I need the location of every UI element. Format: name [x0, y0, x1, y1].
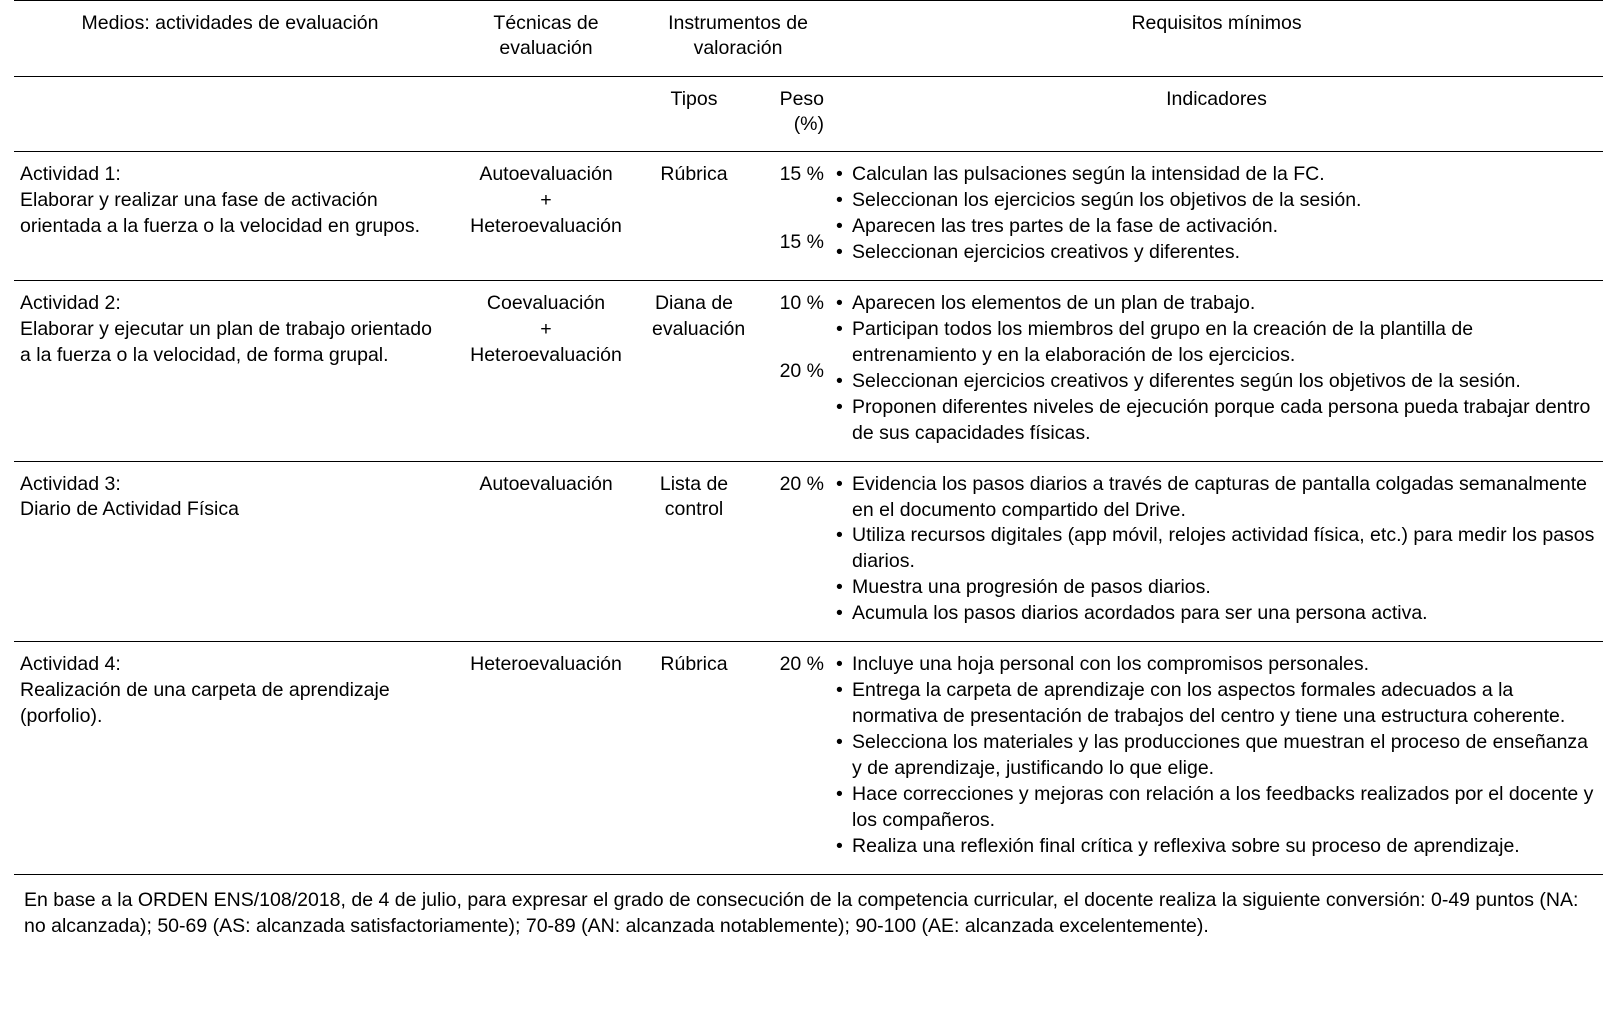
technique-line: Heteroevaluación — [470, 214, 622, 237]
indicator-list — [836, 472, 1597, 628]
weight-value: 10 % — [779, 292, 825, 315]
header-peso — [742, 76, 830, 152]
weight-value: 20 % — [779, 653, 825, 676]
indicator-list — [836, 291, 1597, 447]
list-item: • Acumula los pasos diarios acordados para ser una persona activa. — [836, 601, 1597, 627]
cell-tecnicas — [446, 461, 646, 642]
header-tecnicas — [446, 1, 646, 77]
cell-indicadores — [830, 281, 1603, 462]
cell-medios — [14, 642, 446, 874]
list-item: • Muestra una progresión de pasos diarios. — [836, 575, 1597, 601]
cell-instrumento: Diana de evaluación — [646, 281, 742, 462]
header-peso-line1: Peso — [779, 87, 825, 110]
header-tecnicas-line1: Técnicas de — [493, 12, 599, 34]
weight-spacer — [748, 188, 824, 230]
list-item: • Seleccionan ejercicios creativos y diferentes según los objetivos de la sesión. — [836, 369, 1597, 395]
weight-value: 20 % — [779, 472, 825, 495]
header-instrumentos — [646, 1, 830, 77]
table-row — [14, 642, 1603, 874]
header-peso-line2: (%) — [793, 113, 825, 136]
header-tipos: Tipos — [646, 76, 742, 152]
header-sub-empty-medios — [14, 76, 446, 152]
technique-line: Coevaluación — [486, 292, 606, 315]
cell-peso — [742, 281, 830, 462]
header-row-sub — [14, 76, 1603, 152]
list-item: • Calculan las pulsaciones según la intensidad de la FC. — [836, 162, 1597, 188]
instrument-line2: control — [664, 498, 724, 521]
list-item: • Seleccionan los ejercicios según los objetivos de la sesión. — [836, 188, 1597, 214]
list-item: • Seleccionan ejercicios creativos y diferentes. — [836, 240, 1597, 266]
cell-peso — [742, 152, 830, 281]
cell-tecnicas — [446, 642, 646, 874]
weight-spacer — [748, 317, 824, 359]
list-item: • Evidencia los pasos diarios a través de capturas de pantalla colgadas semanalmente en el documento compartido del Drive. — [836, 472, 1597, 524]
activity-title: Actividad 3: — [20, 472, 121, 495]
cell-indicadores — [830, 642, 1603, 874]
cell-tecnicas — [446, 281, 646, 462]
cell-medios — [14, 281, 446, 462]
activity-title: Actividad 1: — [20, 163, 121, 186]
list-item: • Selecciona los materiales y las producciones que muestran el proceso de enseñanza y de aprendizaje, justificando lo que elige. — [836, 730, 1597, 782]
cell-peso — [742, 642, 830, 874]
list-item: • Aparecen los elementos de un plan de trabajo. — [836, 291, 1597, 317]
header-row-main — [14, 1, 1603, 77]
activity-title: Actividad 4: — [20, 653, 121, 676]
list-item: • Proponen diferentes niveles de ejecución porque cada persona pueda trabajar dentro de sus capacidades físicas. — [836, 395, 1597, 447]
indicator-list — [836, 162, 1597, 266]
cell-indicadores — [830, 152, 1603, 281]
activity-description: Realización de una carpeta de aprendizaje (porfolio). — [20, 678, 390, 727]
activity-description: Diario de Actividad Física — [20, 498, 239, 521]
table-row — [14, 461, 1603, 642]
list-item: • Utiliza recursos digitales (app móvil, relojes actividad física, etc.) para medir los pasos diarios. — [836, 523, 1597, 575]
weight-value: 20 % — [779, 359, 825, 382]
evaluation-table — [14, 0, 1603, 947]
cell-instrumento: Rúbrica — [646, 642, 742, 874]
footnote-text: En base a la ORDEN ENS/108/2018, de 4 de julio, para expresar el grado de consecución de la competencia curricular, el docente realiza la siguiente conversión: 0-49 puntos (NA: no alcanzada); 50-69 (AS: alcanzada satisfactoriamente); 70-89 (AN: alcanzada notablemente); 90-100 (AE: alcanzada excelentemente). — [14, 874, 1603, 947]
cell-instrumento: Rúbrica — [646, 152, 742, 281]
activity-description: Elaborar y ejecutar un plan de trabajo orientado a la fuerza o la velocidad, de forma grupal. — [20, 317, 432, 366]
weight-value: 15 % — [779, 163, 825, 186]
table-footnote-row — [14, 874, 1603, 947]
cell-medios — [14, 461, 446, 642]
header-indicadores: Indicadores — [830, 76, 1603, 152]
header-sub-empty-tecnicas — [446, 76, 646, 152]
technique-line: Autoevaluación — [479, 472, 613, 495]
cell-indicadores — [830, 461, 1603, 642]
list-item: • Entrega la carpeta de aprendizaje con los aspectos formales adecuados a la normativa de presentación de trabajos del centro y tiene una estructura coherente. — [836, 678, 1597, 730]
list-item: • Hace correcciones y mejoras con relación a los feedbacks realizados por el docente y los compañeros. — [836, 782, 1597, 834]
table-header — [14, 1, 1603, 152]
header-medios: Medios: actividades de evaluación — [14, 1, 446, 77]
cell-tecnicas — [446, 152, 646, 281]
technique-line: Autoevaluación — [479, 163, 613, 186]
activity-description: Elaborar y realizar una fase de activación orientada a la fuerza o la velocidad en grupos. — [20, 189, 421, 237]
cell-medios — [14, 152, 446, 281]
indicator-list — [836, 652, 1597, 859]
instrument-line1: Lista de — [659, 472, 729, 495]
header-requisitos: Requisitos mínimos — [830, 1, 1603, 77]
header-instrumentos-line1: Instrumentos de — [668, 12, 808, 34]
list-item: • Realiza una reflexión final crítica y reflexiva sobre su proceso de aprendizaje. — [836, 834, 1597, 860]
table-body — [14, 152, 1603, 947]
technique-line: Heteroevaluación — [470, 653, 622, 676]
technique-plus: + — [540, 317, 552, 340]
technique-plus: + — [540, 189, 552, 212]
activity-title: Actividad 2: — [20, 292, 121, 315]
cell-instrumento — [646, 461, 742, 642]
technique-line: Heteroevaluación — [470, 343, 622, 366]
table-row — [14, 281, 1603, 462]
list-item: • Participan todos los miembros del grupo en la creación de la plantilla de entrenamiento y en la elaboración de los ejercicios. — [836, 317, 1597, 369]
list-item: • Aparecen las tres partes de la fase de activación. — [836, 214, 1597, 240]
header-instrumentos-line2: valoración — [693, 37, 783, 60]
table-row — [14, 152, 1603, 281]
header-tecnicas-line2: evaluación — [499, 37, 593, 60]
weight-value: 15 % — [779, 231, 825, 254]
list-item: • Incluye una hoja personal con los compromisos personales. — [836, 652, 1597, 678]
cell-peso — [742, 461, 830, 642]
